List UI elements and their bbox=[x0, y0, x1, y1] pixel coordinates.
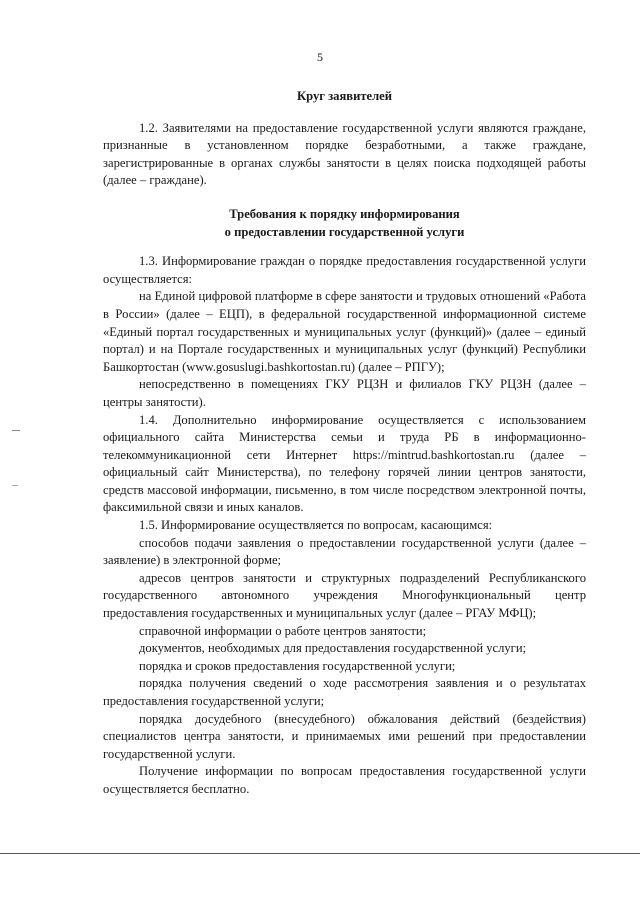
heading-line: Требования к порядку информирования bbox=[229, 206, 460, 221]
paragraph-1-2: 1.2. Заявителями на предоставление государственной услуги являются граждане, признанные в установленном порядке безработными, а также граждане, зарегистрированные в органах службы занятости в целях поиска подходящей работы (далее – граждане). bbox=[103, 120, 586, 188]
document-body bbox=[103, 88, 586, 799]
list-item-appeal-procedure: порядка досудебного (внесудебного) обжалования действий (бездействия) специалистов центра занятости, и принимаемых ими решений при предоставлении государственной услуги. bbox=[103, 711, 586, 761]
list-item-reference-info: справочной информации о работе центров занятости; bbox=[139, 623, 427, 638]
paragraph-1-3: 1.3. Информирование граждан о порядке предоставления государственной услуги осуществляется: bbox=[103, 254, 586, 286]
list-item-submission-methods: способов подачи заявления о предоставлении государственной услуги (далее – заявление) в электронной форме; bbox=[103, 535, 586, 568]
heading-line: о предоставлении государственной услуги bbox=[224, 224, 465, 239]
margin-mark bbox=[12, 430, 20, 431]
section-heading-applicants: Круг заявителей bbox=[296, 89, 393, 103]
margin-mark bbox=[12, 485, 18, 486]
list-item-addresses: адресов центров занятости и структурных подразделений Республиканского государственного автономного учреждения Многофункциональный центр предоставления государственных и муниципальных услуг (далее – РГАУ МФЦ); bbox=[103, 570, 586, 621]
paragraph-1-4: 1.4. Дополнительно информирование осуществляется с использованием официального сайта Министерства семьи и труда РБ в информационно-телекоммуникационной сети Интернет https://mintrud.bashkortostan.ru (далее – официальный сайт Министерства), по телефону горячей линии центров занятости, средств массовой информации, письменно, в том числе посредством электронной почты, факсимильной связи и иных каналов. bbox=[103, 412, 586, 515]
paragraph-ecp: на Единой цифровой платформе в сфере занятости и трудовых отношений «Работа в России» (далее – ЕЦП), в федеральной государственной информационной системе «Единый портал государственных и муниципальных услуг (функций)» (далее – единый портал) и на Портале государственных и муниципальных услуг (функций) Республики Башкортостан (www.gosuslugi.bashkortostan.ru) (далее – РПГУ); bbox=[103, 289, 586, 374]
paragraph-1-5: 1.5. Информирование осуществляется по вопросам, касающимся: bbox=[139, 518, 493, 533]
paragraph-free-of-charge: Получение информации по вопросам предоставления государственной услуги осуществляется бесплатно. bbox=[103, 764, 586, 796]
list-item-procedure-terms: порядка и сроков предоставления государственной услуги; bbox=[139, 658, 456, 673]
paragraph-premises: непосредственно в помещениях ГКУ РЦЗН и филиалов ГКУ РЦЗН (далее – центры занятости). bbox=[103, 377, 586, 409]
bottom-rule bbox=[0, 853, 640, 854]
section-heading-information-requirements bbox=[103, 206, 586, 241]
list-item-progress-info: порядка получения сведений о ходе рассмотрения заявления и о результатах предоставления государственной услуги; bbox=[103, 676, 586, 708]
page-number: 5 bbox=[317, 50, 323, 64]
list-item-documents: документов, необходимых для предоставления государственной услуги; bbox=[139, 641, 527, 656]
